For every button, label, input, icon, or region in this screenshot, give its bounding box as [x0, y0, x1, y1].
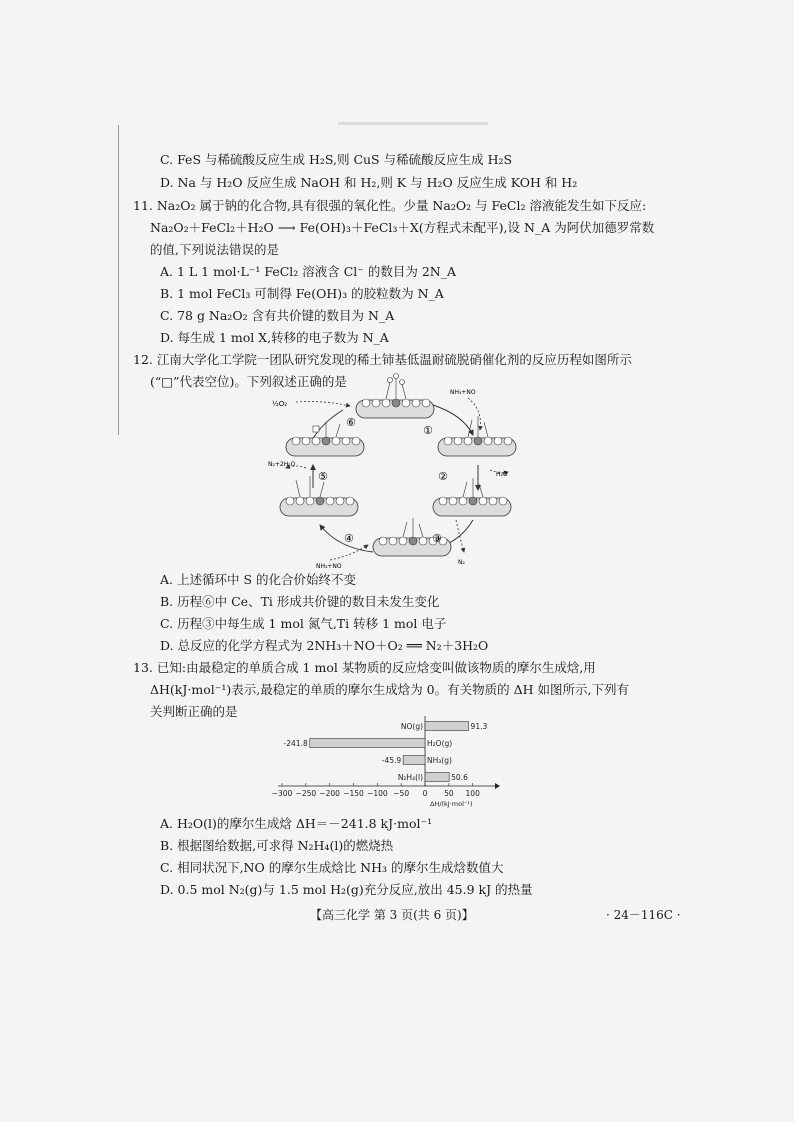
reaction-cycle-diagram: [268, 370, 530, 575]
o2-input-arrow: [296, 402, 350, 407]
step-1-label: ①: [423, 424, 433, 437]
category-label: H₂O(g): [427, 739, 453, 748]
h2o-right-label: H₂O: [496, 471, 508, 478]
q11-stem-1: 11. Na₂O₂ 属于钠的化合物,具有很强的氧化性。少量 Na₂O₂ 与 FeCl₂ 溶液能发生如下反应:: [133, 198, 647, 213]
q13-stem-1: 13. 已知:由最稳定的单质合成 1 mol 某物质的反应焓变叫做该物质的摩尔生成焓,用: [133, 660, 596, 675]
nh3-no-bottom-label: NH₃+NO: [316, 563, 342, 570]
category-label: NO(g): [400, 722, 424, 731]
q13-option-c: C. 相同状况下,NO 的摩尔生成焓比 NH₃ 的摩尔生成焓数值大: [160, 860, 504, 875]
n2-h2o-left-label: N₂+2H₂O: [268, 461, 296, 468]
catalyst-top: [356, 374, 434, 419]
x-tick-label: −100: [367, 789, 388, 798]
x-tick-label: 0: [422, 789, 428, 798]
nh3-no-input-arrow: [468, 398, 481, 430]
q12-option-b: B. 历程⑥中 Ce、Ti 形成共价键的数目未发生变化: [160, 594, 440, 609]
q13-option-a: A. H₂O(l)的摩尔生成焓 ΔH＝－241.8 kJ·mol⁻¹: [160, 816, 433, 831]
category-label: NH₃(g): [427, 756, 452, 765]
q12-option-a: A. 上述循环中 S 的化合价始终不变: [160, 572, 356, 587]
q12-option-d: D. 总反应的化学方程式为 2NH₃＋NO＋O₂ ══ N₂＋3H₂O: [160, 638, 489, 653]
bar: [425, 773, 449, 782]
footer-code: · 24－116C ·: [606, 908, 681, 922]
nh3-no-top-label: NH₃+NO: [450, 389, 476, 396]
n2-right-label: N₂: [458, 559, 465, 566]
q12-option-c: C. 历程③中每生成 1 mol 氮气,Ti 转移 1 mol 电子: [160, 616, 447, 631]
q10-option-d: D. Na 与 H₂O 反应生成 NaOH 和 H₂,则 K 与 H₂O 反应生成 KOH 和 H₂: [160, 175, 578, 190]
step-6-label: ⑥: [346, 416, 356, 429]
q11-stem-2: Na₂O₂＋FeCl₂＋H₂O ⟶ Fe(OH)₃＋FeCl₃＋X(方程式未配平),设 N_A 为阿伏加德罗常数: [150, 220, 655, 235]
n2-output-arrow: [456, 520, 464, 552]
step-2-label: ②: [438, 470, 448, 483]
nh3-no-input-arrow-bottom: [330, 545, 368, 560]
data-label: -241.8: [283, 739, 308, 748]
x-tick-label: −250: [295, 789, 317, 798]
x-tick-label: −150: [343, 789, 364, 798]
catalyst-right-upper: [438, 416, 516, 456]
o2-label: ½O₂: [272, 400, 288, 408]
q13-option-d: D. 0.5 mol N₂(g)与 1.5 mol H₂(g)充分反应,放出 45.9 kJ 的热量: [160, 882, 533, 897]
bar: [425, 722, 469, 731]
q11-option-d: D. 每生成 1 mol X,转移的电子数为 N_A: [160, 330, 389, 345]
step-4-label: ④: [344, 532, 354, 545]
cycle-arrow-1: [433, 405, 473, 435]
q13-option-b: B. 根据图给数据,可求得 N₂H₄(l)的燃烧热: [160, 838, 394, 853]
q11-option-b: B. 1 mol FeCl₃ 可制得 Fe(OH)₃ 的胶粒数为 N_A: [160, 286, 444, 301]
q13-stem-2: ΔH(kJ·mol⁻¹)表示,最稳定的单质的摩尔生成焓为 0。有关物质的 ΔH 如图所示,下列有: [150, 682, 629, 697]
q11-option-a: A. 1 L 1 mol·L⁻¹ FeCl₂ 溶液含 Cl⁻ 的数目为 2N_A: [160, 264, 457, 279]
x-axis-arrow: [495, 783, 500, 789]
data-label: -45.9: [381, 756, 402, 765]
q12-stem-1: 12. 江南大学化工学院一团队研究发现的稀土铈基低温耐硫脱硝催化剂的反应历程如图所示: [133, 352, 632, 367]
data-label: 91.3: [470, 722, 488, 731]
q10-option-c: C. FeS 与稀硫酸反应生成 H₂S,则 CuS 与稀硫酸反应生成 H₂S: [160, 152, 513, 167]
bar: [310, 739, 425, 748]
data-label: 50.6: [451, 773, 468, 782]
x-tick-label: 100: [465, 789, 480, 798]
step-5-label: ⑤: [318, 470, 328, 483]
bar: [403, 756, 425, 765]
q11-stem-3: 的值,下列说法错误的是: [150, 242, 279, 257]
scan-mark: [338, 122, 488, 125]
q12-stem-2: (“□”代表空位)。下列叙述正确的是: [150, 374, 347, 389]
x-axis-label: ΔH/(kJ·mol⁻¹): [429, 800, 473, 808]
category-label: N₂H₄(l): [397, 773, 424, 782]
step-3-label: ③: [432, 532, 442, 545]
x-tick-label: 50: [444, 789, 454, 798]
x-tick-label: −50: [393, 789, 410, 798]
x-tick-label: −200: [319, 789, 340, 798]
footer-page-info: 【高三化学 第 3 页(共 6 页)】: [310, 908, 474, 922]
catalyst-right-lower: [433, 478, 511, 516]
enthalpy-bar-chart: [262, 714, 512, 810]
q13-stem-3: 关判断正确的是: [150, 704, 238, 719]
x-tick-label: −300: [271, 789, 293, 798]
binding-line: [118, 125, 119, 435]
q11-option-c: C. 78 g Na₂O₂ 含有共价键的数目为 N_A: [160, 308, 395, 323]
